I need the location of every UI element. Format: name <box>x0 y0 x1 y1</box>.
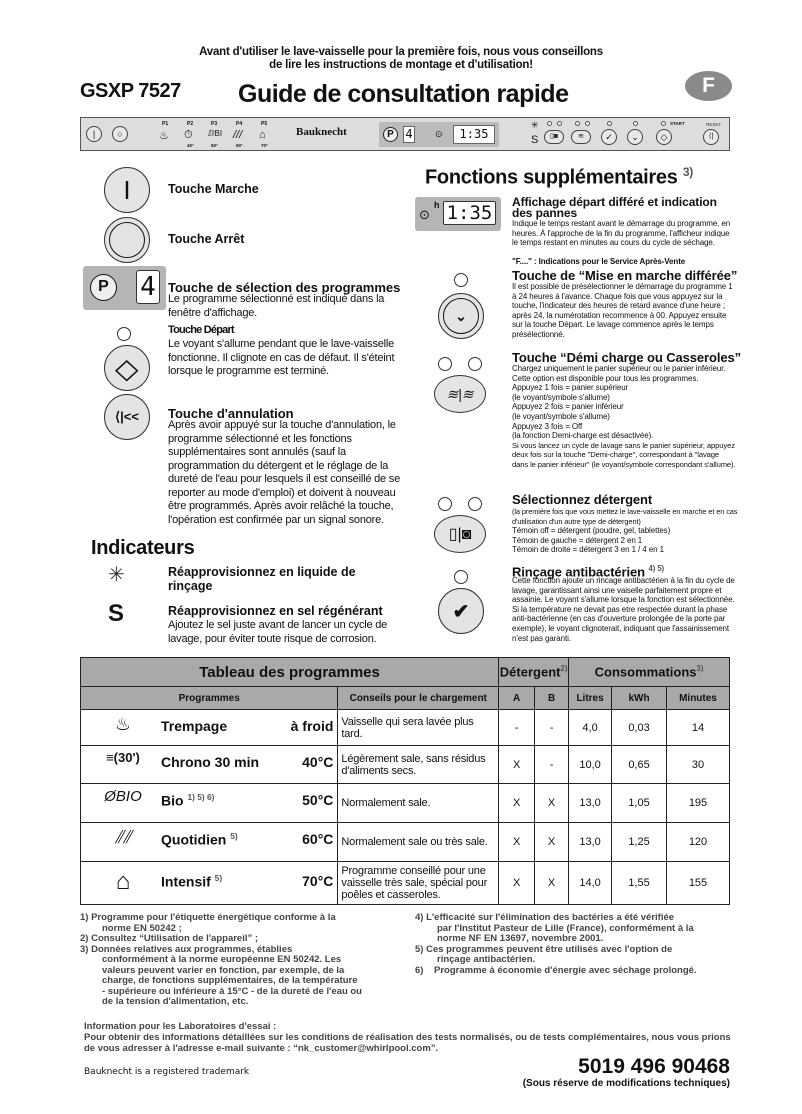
affichage-body: Indique le temps restant avant le démarrage du programme, en heures. À l'approche de la fin du programme, l'afficheur indique le temps restant en minutes au cours du cycle de séchage. <box>512 219 731 248</box>
bio-icon[interactable]: ⅅBI <box>208 129 223 138</box>
detergent-header <box>499 658 569 687</box>
start-led <box>661 121 666 126</box>
program-select-button[interactable]: P <box>383 127 398 142</box>
program-key-icon: P <box>90 274 117 301</box>
reset-button[interactable]: ⟨| <box>703 129 719 145</box>
detergent-line: Témoin de droite = détergent 3 en 1 / 4 en 1 <box>512 545 664 555</box>
rinse-aid-title: Réapprovisionnez en liquide de rinçage <box>168 565 356 593</box>
salt-body: Ajoutez le sel juste avant de lancer un cycle de lavage, pour éviter toute risque de corrosion. <box>168 619 388 645</box>
fonctions-title-note: 3) <box>682 165 693 179</box>
half-load-led-upper <box>575 121 580 126</box>
footnote <box>80 913 410 924</box>
language-badge: F <box>685 71 732 101</box>
depart-title: Touche Départ <box>168 324 234 336</box>
program-temp-p4: 60° <box>236 143 243 148</box>
annulation-title: Touche d'annulation <box>168 406 294 421</box>
brand-logo: Bauknecht <box>296 126 347 138</box>
kwh: 1,05 <box>612 784 667 823</box>
half-load-led-lower-large <box>468 357 482 371</box>
cancel-key-icon <box>104 394 150 440</box>
program-note: 5) <box>230 831 238 841</box>
footnote-continuation: norme EN 50242 ; <box>102 922 182 934</box>
delay-start-symbol: ⌄ <box>443 298 479 334</box>
demi-charge-line: (le voyant/symbole s'allume) <box>512 411 610 421</box>
program-label-p3: P3 <box>211 121 218 127</box>
footnote-continuation: de la tension d'alimentation, etc. <box>102 996 249 1007</box>
program-name-wrap <box>161 831 238 848</box>
table-row <box>81 862 730 905</box>
program-number-display: 4 <box>136 270 160 304</box>
program-name: Bio <box>161 792 184 809</box>
table-title: Tableau des programmes <box>81 658 499 687</box>
loading-advice: Légèrement sale, sans résidus d'aliments secs. <box>338 746 499 784</box>
table-row <box>81 784 730 823</box>
program-selector-display <box>83 266 166 310</box>
minutes: 195 <box>666 784 729 823</box>
footnote-text: Consultez “Utilisation de l'appareil” ; <box>91 933 259 944</box>
fonctions-title-text: Fonctions supplémentaires <box>425 166 678 189</box>
demi-charge-line: Appuyez 1 fois = panier supérieur <box>512 383 629 393</box>
start-indicator-led <box>117 327 131 341</box>
differee-title: Touche de “Mise en marche différée” <box>512 268 738 283</box>
detergent-a: X <box>499 862 535 905</box>
column-header: A <box>499 687 535 710</box>
detergent-header-note: 2) <box>560 664 568 674</box>
antibacterial-key-icon <box>438 588 484 634</box>
demi-charge-line: Chargez uniquement le panier supérieur ou le panier inférieur. Cette option est disponible pour tous les programmes. <box>512 364 726 383</box>
rinse-aid-indicator-icon: ✳ <box>531 120 539 130</box>
column-header: kWh <box>612 687 667 710</box>
detergent-b: - <box>535 746 569 784</box>
demi-charge-line: (le voyant/symbole s'allume) <box>512 392 610 402</box>
program-temp-p2: 40° <box>187 143 194 148</box>
antibacterien-body: Cette fonction ajoute un rincage antibactérien à la fin du cycle de lavage, garantissant ainsi une vaiselle parfaitement propre et assainie. Le voyant s'allume lorsque la fonction est sélectionnée. Si la température ne devait pas etre respectée durant la phase anti-bactérienne (en cas d'ouverture prolongée de la porte par exemple), le voyant clignoterait, indiquant que l'assainissement n'est pas garanti. <box>512 576 735 643</box>
footnote-text: Ces programmes peuvent être utilisés avec l'option de <box>426 943 673 955</box>
column-header: B <box>535 687 569 710</box>
salt-indicator-icon: S <box>531 134 539 146</box>
footnote <box>415 913 745 924</box>
trempage-icon[interactable]: ♨ <box>159 130 169 142</box>
footnote-number: 5) <box>415 943 424 955</box>
minutes: 14 <box>666 710 729 746</box>
time-display: 1:35 <box>453 125 495 144</box>
delay-start-key-icon <box>438 293 484 339</box>
kwh: 1,25 <box>612 823 667 862</box>
footnote-continuation: - supérieure ou inférieure à 15°C - de la dureté de l'eau ou <box>102 985 362 997</box>
power-on-button[interactable]: | <box>86 126 102 142</box>
detergent-line: Témoin de gauche = détergent 2 en 1 <box>512 535 643 545</box>
footnote-continuation: valeurs peuvent varier en fonction, par exemple, de la <box>102 964 345 976</box>
detergent-led-right-large <box>468 497 482 511</box>
footnote-continuation: charge, de fonctions supplémentaires, de la température <box>102 975 358 986</box>
loading-advice: Programme conseillé pour une vaisselle très sale, spécial pour poêles et casseroles. <box>338 862 499 905</box>
power-on-symbol: I <box>123 174 131 205</box>
table-header-row <box>81 687 730 710</box>
selection-title: Touche de sélection des programmes <box>168 280 401 295</box>
start-label: START <box>670 121 685 126</box>
detergent-a: X <box>499 784 535 823</box>
program-temp: 50°C <box>302 792 334 808</box>
antibacterien-note: 4) 5) <box>648 564 665 573</box>
antibacterial-symbol: ✔ <box>452 600 470 623</box>
program-label-p4: P4 <box>236 121 243 127</box>
kwh: 0,03 <box>612 710 667 746</box>
chrono-30-icon: ≡(30') <box>106 750 140 765</box>
program-name: Intensif <box>161 873 211 890</box>
footnote-number: 3) <box>80 943 89 955</box>
program-digit-display: 4 <box>403 126 415 143</box>
detergent-b: X <box>535 862 569 905</box>
footnote-continuation: norme NF EN 13697, novembre 2001. <box>437 933 604 944</box>
detergent-title: Sélectionnez détergent <box>512 492 653 507</box>
delay-start-indicator-led <box>454 273 468 287</box>
indicateurs-title: Indicateurs <box>91 537 195 559</box>
detergent-led-left <box>547 121 552 126</box>
program-cell <box>81 710 338 746</box>
footnotes-left <box>80 913 410 1008</box>
program-name: Trempage <box>161 718 228 734</box>
marche-title: Touche Marche <box>168 182 259 196</box>
affichage-title: Affichage départ différé et indication des pannes <box>512 195 717 220</box>
panel-display <box>379 122 499 147</box>
column-header: Minutes <box>666 687 729 710</box>
program-note: 5) <box>214 873 223 883</box>
loading-advice: Normalement sale ou très sale. <box>338 823 499 862</box>
start-key-icon <box>104 345 150 391</box>
delay-start-led <box>633 121 638 126</box>
antibacterial-button[interactable]: ✓ <box>601 129 617 145</box>
start-diamond-symbol: ◇ <box>115 352 139 384</box>
program-name: Quotidien <box>161 831 227 848</box>
intro-line-2: de lire les instructions de montage et d'utilisation! <box>269 59 533 71</box>
demi-charge-line: Si vous lancez un cycle de lavage sans le panier supérieur, appuyez deux fois sur la touche "Demi-charge", correspondant à "lavage dans le panier inférieur" (le voyant/symbole correspondant s'allume). <box>512 440 736 469</box>
quotidien-icon: ⫽⫽ <box>114 827 132 847</box>
intro-line-1: Avant d'utiliser le lave-vaisselle pour la première fois, nous vous conseillons <box>199 46 603 58</box>
trempage-icon: ♨ <box>114 714 132 734</box>
footnote-text: L'efficacité sur l'élimination des bactéries a été vérifiée <box>426 912 675 923</box>
footnote-number: 2) <box>80 933 89 944</box>
detergent-header-text: Détergent <box>499 664 561 680</box>
arret-title: Touche Arrêt <box>168 232 245 246</box>
selection-body: Le programme sélectionné est indiqué dans la fenêtre d'affichage. <box>168 293 385 319</box>
footnote-number: 1) <box>80 912 89 923</box>
delay-start-button[interactable]: ⌄ <box>627 129 643 145</box>
program-table <box>80 657 730 905</box>
program-temp: 70°C <box>302 873 334 889</box>
control-panel <box>80 117 730 151</box>
lab-info <box>84 1021 744 1054</box>
reserve-notice: (Sous réserve de modifications techniques) <box>522 1078 730 1089</box>
column-header: Litres <box>569 687 612 710</box>
table-row <box>81 746 730 784</box>
detergent-body <box>512 507 740 555</box>
column-header: Conseils pour le chargement <box>338 687 499 710</box>
delay-display <box>415 197 501 231</box>
kwh: 0,65 <box>612 746 667 784</box>
trademark-notice: Bauknecht is a registered trademark <box>84 1067 250 1077</box>
footnote-continuation: conformément à la norme européenne EN 50242. Les <box>102 954 342 965</box>
detergent-led-right <box>557 121 562 126</box>
consumption-header <box>569 658 730 687</box>
power-off-ring <box>109 222 145 258</box>
table-row <box>81 710 730 746</box>
footnote-number: 4) <box>415 912 424 923</box>
program-temp-p5: 70° <box>261 143 268 148</box>
footnote-number: 6) <box>415 964 424 976</box>
footnote <box>415 966 745 977</box>
salt-icon: S <box>108 600 125 627</box>
kwh: 1,55 <box>612 862 667 905</box>
intensif-icon[interactable]: ⌂ <box>259 129 266 141</box>
program-label-p1: P1 <box>162 121 169 127</box>
fonctions-title <box>425 165 693 190</box>
clock-icon: ⊙ <box>435 129 443 139</box>
detergent-a: X <box>499 746 535 784</box>
detergent-a: X <box>499 823 535 862</box>
program-cell <box>81 784 338 823</box>
detergent-line: Témoin off = détergent (poudre, gel, tablettes) <box>512 526 671 536</box>
half-load-led-lower <box>585 121 590 126</box>
demi-charge-body <box>512 364 737 470</box>
demi-charge-line: Appuyez 3 fois = Off <box>512 421 583 431</box>
loading-advice: Normalement sale. <box>338 784 499 823</box>
footnotes-right <box>415 913 745 976</box>
clock-icon: ⊙ <box>419 207 430 222</box>
affichage-service: "F...." : Indications pour le Service Après-Vente <box>512 257 686 266</box>
minutes: 120 <box>666 823 729 862</box>
program-note: 1) 5) 6) <box>187 792 215 802</box>
program-cell <box>81 862 338 905</box>
antibacterial-led <box>607 121 612 126</box>
program-label-p5: P5 <box>261 121 268 127</box>
bio-icon: ØBIO <box>104 788 142 805</box>
program-cell <box>81 823 338 862</box>
program-name-wrap <box>161 792 214 809</box>
detergent-key-icon <box>434 515 486 553</box>
half-load-button[interactable]: ≋ <box>571 130 591 144</box>
minutes: 155 <box>666 862 729 905</box>
program-name-wrap <box>161 873 222 890</box>
half-load-symbol: ≋|≋ <box>446 385 474 402</box>
table-title-row <box>81 658 730 687</box>
column-header: Programmes <box>81 687 338 710</box>
model-number: GSXP 7527 <box>80 80 181 102</box>
program-name: Chrono 30 min <box>161 754 260 770</box>
chrono-30-icon[interactable]: ⏱ <box>184 129 193 141</box>
detergent-button[interactable]: ▯◙ <box>544 130 564 144</box>
reset-label: RESET <box>706 122 722 127</box>
footnote-text: Programme pour l'étiquette énergétique conforme à la <box>91 912 336 923</box>
detergent-a: - <box>499 710 535 746</box>
detergent-b: - <box>535 710 569 746</box>
power-on-key-icon <box>104 167 150 213</box>
footnote-text: Programme à économie d'énergie avec séchage prolongé. <box>434 964 697 976</box>
program-temp-p3: 50° <box>211 143 218 148</box>
minutes: 30 <box>666 746 729 784</box>
power-off-button[interactable]: ○ <box>112 126 128 142</box>
lab-info-body: Pour obtenir des informations détaillées sur les conditions de réalisation des tests normalisés, ou de tests complémentaires, nous vous prions de vous adresser à l'adresse e-mail suivante : “nk_customer@whirlpool.com”. <box>84 1032 731 1054</box>
hour-unit: h <box>434 200 440 210</box>
power-off-key-icon <box>104 217 150 263</box>
demi-charge-title: Touche “Démi charge ou Casseroles” <box>512 350 741 365</box>
detergent-led-left-large <box>438 497 452 511</box>
demi-charge-line: Appuyez 2 fois = panier inférieur <box>512 402 624 412</box>
document-number: 5019 496 90468 <box>578 1055 730 1078</box>
intro-notice <box>0 46 802 72</box>
quotidien-icon[interactable]: /// <box>233 129 243 141</box>
salt-title: Réapprovisionnez en sel régénérant <box>168 604 383 618</box>
litres: 4,0 <box>569 710 612 746</box>
rinse-aid-icon: ✳ <box>108 564 125 586</box>
program-temp: à froid <box>290 718 334 734</box>
table-row <box>81 823 730 862</box>
detergent-b: X <box>535 784 569 823</box>
lab-info-title: Information pour les Laboratoires d'essai : <box>84 1021 277 1032</box>
start-button[interactable]: ◇ <box>656 129 672 145</box>
antibacterien-title-text: Rinçage antibactérien <box>512 564 645 580</box>
consumption-header-text: Consommations <box>594 664 697 680</box>
litres: 14,0 <box>569 862 612 905</box>
litres: 10,0 <box>569 746 612 784</box>
litres: 13,0 <box>569 823 612 862</box>
footnote-continuation: rinçage antibactérien. <box>437 954 536 965</box>
half-load-led-upper-large <box>438 357 452 371</box>
depart-body: Le voyant s'allume pendant que le lave-vaisselle fonctionne. Il clignote en cas de défaut. Il s'éteint lorsque le programme est terminé. <box>168 338 395 377</box>
consumption-header-note: 3) <box>696 664 704 674</box>
footnote-continuation: par l'Institut Pasteur de Lille (France), conformément à la <box>437 922 694 934</box>
program-temp: 40°C <box>302 754 334 770</box>
antibacterial-indicator-led <box>454 570 468 584</box>
program-label-p2: P2 <box>187 121 194 127</box>
delay-time-display: 1:35 <box>443 201 496 225</box>
differee-body: Il est possible de présélectionner le démarrage du programme 1 à 24 heures à l'avance. Chaque fois que vous appuyez sur la touche, l'indicateur des heures de retard avance d'une heure ; après 24, la numérotation recommence à 00. Appuyez ensuite sur la touche Départ. Le lavage commence après le temps présélectionné. <box>512 282 733 339</box>
detergent-symbol: ▯|◙ <box>448 526 472 543</box>
program-temp: 60°C <box>302 831 334 847</box>
annulation-body: Après avoir appuyé sur la touche d'annulation, le programme sélectionné et les fonctions supplémentaires sont annulés (sauf la programmation du détergent et le réglage de la dureté de l'eau pour lesquels il est conseillé de se reporter au mode d'emploi) et doivent à nouveau être programmés. Après avoir relâché la touche, l'opération est confirmée par un signal sonore. <box>168 419 401 526</box>
program-cell <box>81 746 338 784</box>
detergent-line: (la première fois que vous mettez le lave-vaisselle en marche et en cas d'utilisation d'un autre type de détergent) <box>512 507 738 526</box>
loading-advice: Vaisselle qui sera lavée plus tard. <box>338 710 499 746</box>
page-title: Guide de consultation rapide <box>238 80 569 108</box>
footnote-text: Données relatives aux programmes, établies <box>91 943 293 955</box>
litres: 13,0 <box>569 784 612 823</box>
detergent-b: X <box>535 823 569 862</box>
cancel-symbol: ⟨|<< <box>115 409 139 424</box>
half-load-key-icon <box>434 375 486 413</box>
demi-charge-line: (la fonction Demi-charge est désactivée). <box>512 431 654 441</box>
intensif-icon: ⌂ <box>115 868 131 895</box>
